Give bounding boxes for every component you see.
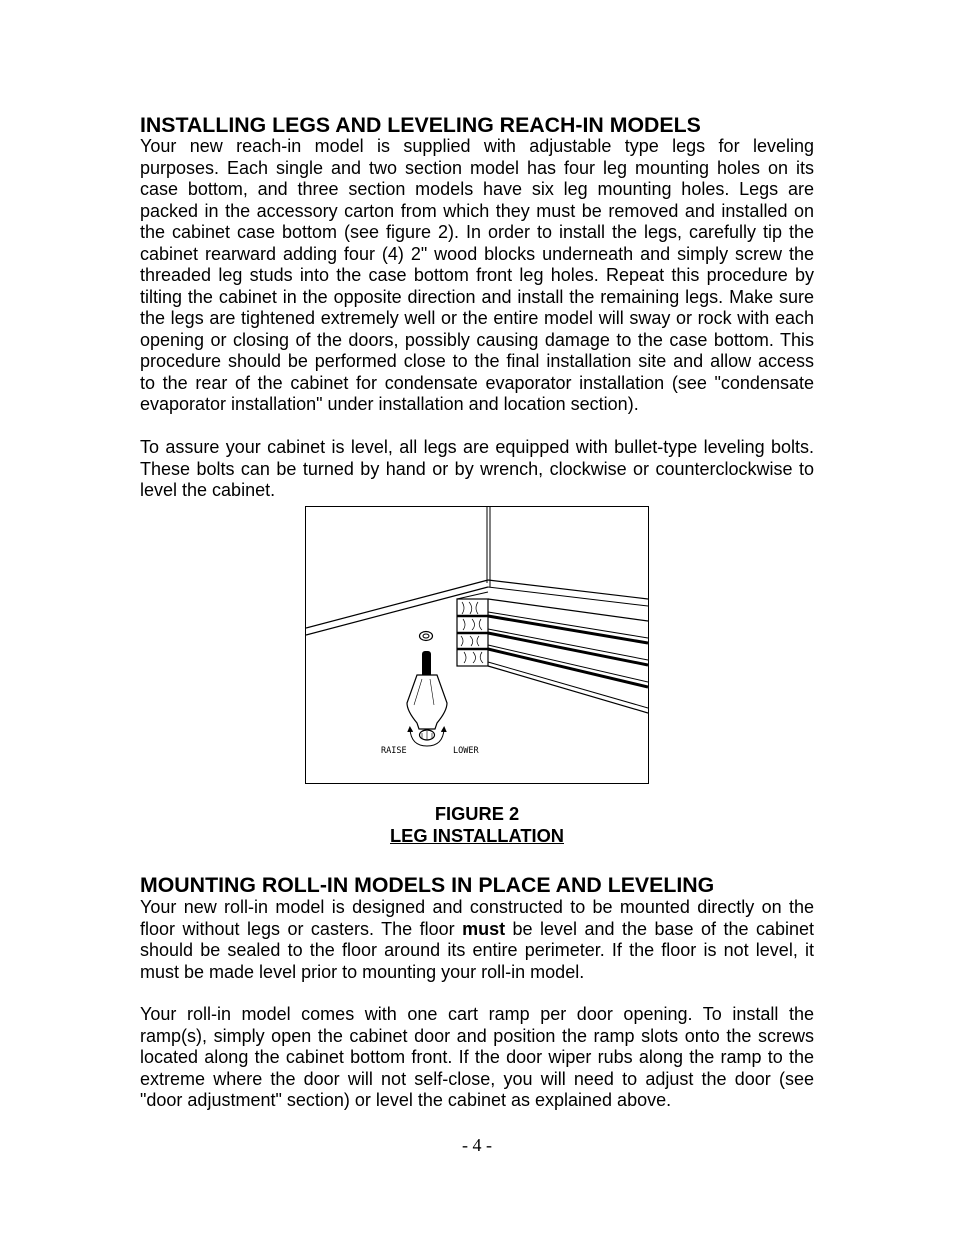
wood-plank-edge — [488, 599, 648, 621]
paragraph-leveling-bolts — [140, 437, 814, 502]
leg-mounting-hole-inner — [423, 634, 429, 638]
leg-stud — [422, 651, 431, 677]
paragraph-leg-installation — [140, 136, 814, 416]
text-line: level the cabinet. — [140, 480, 276, 500]
figure-number: FIGURE 2 — [434, 803, 520, 824]
text-line: These bolts can be turned by hand or by wrench, clockwise or counterclockwise to — [140, 458, 814, 479]
lower-label: LOWER — [453, 746, 479, 756]
text-line — [140, 919, 814, 941]
text-line: threaded leg studs into the case bottom front leg holes. Repeat this procedure by — [140, 265, 814, 285]
text-line: purposes. Each single and two section model has four leg mounting holes on its — [140, 157, 814, 178]
text-segment: be level and the base of the cabinet — [505, 918, 814, 939]
text-line: procedure should be performed close to the final installation site and allow access — [140, 351, 814, 371]
text-line: evaporator installation" under installation and location section). — [140, 394, 639, 414]
text-line: Your new reach-in model is supplied with adjustable type legs for leveling — [140, 136, 814, 156]
raise-label: RAISE — [381, 746, 407, 756]
page-number: - 4 - — [462, 1135, 492, 1155]
text-line: located along the cabinet bottom front. If the door wiper rubs along the ramp to the — [140, 1047, 814, 1067]
text-line: To assure your cabinet is level, all legs are equipped with bullet-type leveling bolts. — [140, 437, 814, 457]
text-line: packed in the accessory carton from which they must be removed and installed on — [140, 200, 814, 221]
wood-plank-edge — [488, 645, 648, 682]
leg-installation-drawing — [306, 507, 648, 783]
text-line: the legs are tightened extremely well or the entire model will sway or rock with each — [140, 308, 814, 328]
text-line: Your roll-in model comes with one cart ramp per door opening. To install the — [140, 1004, 814, 1024]
figure-title: LEG INSTALLATION — [390, 825, 564, 846]
paragraph-cart-ramp — [140, 1004, 814, 1112]
leveling-leg — [407, 675, 447, 729]
wood-plank-edge — [488, 649, 648, 687]
text-segment: floor without legs or casters. The floor — [140, 918, 463, 939]
text-line: should be sealed to the floor around its entire perimeter. If the floor is not level, it — [140, 940, 814, 960]
text-line: opening or closing of the doors, possibly causing damage to the case bottom. This — [140, 329, 814, 350]
text-line: extreme where the door will not self-close, you will need to adjust the door (see — [140, 1068, 814, 1089]
text-line: ramp(s), simply open the cabinet door and position the ramp slots onto the screws — [140, 1025, 814, 1046]
wood-plank-edge — [488, 666, 648, 713]
text-line: the cabinet case bottom (see figure 2). In order to install the legs, carefully tip the — [140, 222, 814, 242]
figure-caption — [0, 825, 954, 847]
text-line: Your new roll-in model is designed and constructed to be mounted directly on the — [140, 897, 814, 917]
text-line: cabinet rearward adding four (4) 2" wood blocks underneath and simply screw the — [140, 243, 814, 264]
text-line: to the rear of the cabinet for condensate evaporator installation (see "condensate — [140, 372, 814, 393]
wood-block-top — [457, 592, 488, 599]
text-line: tilting the cabinet in the opposite direction and install the remaining legs. Make sure — [140, 286, 814, 307]
emphasis-text: must — [462, 918, 506, 939]
text-line: "door adjustment" section) or level the cabinet as explained above. — [140, 1090, 672, 1110]
section-heading-reach-in: INSTALLING LEGS AND LEVELING REACH-IN MODELS — [140, 113, 701, 137]
figure-leg-installation — [305, 506, 649, 784]
text-line: case bottom, and three section models have six leg mounting holes. Legs are — [140, 179, 814, 199]
paragraph-roll-in-mounting — [140, 897, 814, 983]
text-line: must be made level prior to mounting your roll-in model. — [140, 961, 585, 982]
section-heading-roll-in: MOUNTING ROLL-IN MODELS IN PLACE AND LEVELING — [140, 873, 715, 897]
